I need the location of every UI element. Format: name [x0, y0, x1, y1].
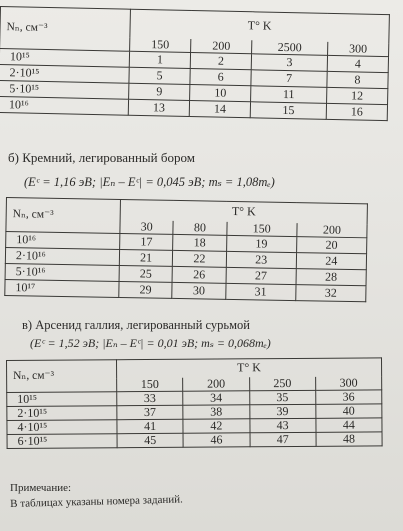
concentration-cell: 5·10¹⁵ — [0, 80, 129, 99]
temp-cell: 30 — [120, 219, 174, 234]
task-number-cell: 13 — [128, 99, 189, 116]
task-number-cell: 28 — [296, 268, 366, 285]
task-number-cell: 9 — [129, 83, 190, 100]
task-number-cell: 5 — [129, 67, 190, 84]
temp-cell: 250 — [249, 376, 315, 390]
task-number-cell: 10 — [190, 84, 251, 101]
concentration-cell: 6·10¹⁵ — [7, 434, 117, 449]
table-c — [6, 357, 383, 449]
task-number-cell: 39 — [249, 404, 315, 419]
temp-cell: 2500 — [252, 40, 328, 55]
temperature-header: T° K — [117, 358, 382, 378]
task-number-cell: 3 — [251, 53, 327, 71]
task-number-cell: 26 — [172, 266, 226, 283]
task-number-cell: 25 — [119, 265, 173, 282]
n-header: Nₙ, см⁻³ — [0, 7, 130, 51]
task-number-cell: 2 — [190, 52, 251, 69]
task-number-cell: 22 — [173, 250, 227, 267]
task-number-cell: 12 — [326, 87, 387, 104]
concentration-cell: 10¹⁵ — [0, 48, 130, 67]
task-number-cell: 29 — [119, 281, 173, 298]
task-number-cell: 15 — [250, 101, 326, 119]
task-number-cell: 34 — [183, 390, 249, 405]
task-number-cell: 20 — [296, 236, 366, 253]
task-number-cell: 36 — [315, 390, 381, 405]
task-number-cell: 35 — [249, 390, 315, 405]
task-number-cell: 37 — [117, 405, 183, 420]
concentration-cell: 2·10¹⁵ — [7, 406, 117, 421]
task-number-cell: 41 — [117, 419, 183, 434]
task-number-cell: 43 — [249, 418, 315, 433]
task-number-cell: 32 — [296, 284, 366, 301]
section-b-params: (Eᶜ = 1,16 эВ; |Eₙ – Eᶜ| = 0,045 эВ; mₛ = 1,08mₑ) — [24, 175, 275, 189]
temperature-header: T° K — [130, 9, 390, 42]
concentration-cell: 2·10¹⁵ — [0, 64, 129, 83]
table-a — [0, 6, 390, 121]
temp-cell: 150 — [227, 221, 297, 236]
concentration-cell: 10¹⁵ — [7, 391, 117, 406]
task-number-cell: 46 — [183, 433, 249, 448]
temp-cell: 300 — [315, 376, 381, 390]
task-number-cell: 44 — [316, 418, 382, 433]
task-number-cell: 17 — [120, 233, 174, 250]
concentration-cell: 2·10¹⁶ — [5, 247, 119, 265]
temp-cell: 150 — [130, 37, 191, 52]
note-text: В таблицах указаны номера заданий. — [10, 493, 183, 510]
concentration-cell: 4·10¹⁵ — [7, 420, 117, 435]
task-number-cell: 33 — [117, 391, 183, 406]
task-number-cell: 27 — [226, 267, 296, 284]
n-header: Nₙ, см⁻³ — [6, 198, 121, 234]
task-number-cell: 47 — [250, 433, 316, 448]
concentration-cell: 10¹⁶ — [0, 96, 129, 115]
task-number-cell: 11 — [251, 85, 327, 103]
task-number-cell: 40 — [316, 404, 382, 419]
task-number-cell: 21 — [119, 249, 173, 266]
temp-cell: 200 — [191, 39, 252, 54]
note-heading: Примечание: — [10, 482, 72, 494]
n-header: Nₙ, см⁻³ — [7, 360, 117, 392]
task-number-cell: 19 — [226, 235, 296, 252]
temperature-header: T° K — [120, 199, 367, 223]
section-b-title: б) Кремний, легированный бором — [8, 150, 195, 165]
task-number-cell: 23 — [226, 251, 296, 268]
table-row — [7, 432, 382, 449]
concentration-cell: 10¹⁶ — [6, 231, 120, 249]
task-number-cell: 14 — [189, 100, 250, 117]
temp-cell: 200 — [183, 377, 249, 391]
task-number-cell: 18 — [173, 234, 227, 251]
table-b — [4, 197, 368, 302]
section-c-title: в) Арсенид галлия, легированный сурьмой — [22, 318, 250, 332]
task-number-cell: 24 — [296, 252, 366, 269]
temp-cell: 200 — [297, 223, 367, 238]
temp-cell: 300 — [327, 41, 388, 56]
task-number-cell: 8 — [327, 71, 388, 88]
section-c-params: (Eᶜ = 1,52 эВ; |Eₙ – Eᶜ| = 0,01 эВ; mₛ = 0,068mₑ) — [30, 336, 271, 350]
task-number-cell: 31 — [225, 283, 295, 300]
task-number-cell: 4 — [327, 55, 388, 72]
concentration-cell: 5·10¹⁶ — [5, 263, 119, 281]
task-number-cell: 16 — [326, 103, 387, 120]
temp-cell: 150 — [117, 377, 183, 391]
task-number-cell: 48 — [316, 432, 382, 447]
task-number-cell: 42 — [183, 419, 249, 434]
concentration-cell: 10¹⁷ — [5, 279, 119, 297]
task-number-cell: 38 — [183, 405, 249, 420]
temp-cell: 80 — [173, 220, 227, 235]
task-number-cell: 1 — [129, 51, 190, 68]
task-number-cell: 30 — [172, 282, 226, 299]
task-number-cell: 45 — [117, 434, 183, 449]
task-number-cell: 7 — [251, 69, 327, 87]
task-number-cell: 6 — [190, 68, 251, 85]
